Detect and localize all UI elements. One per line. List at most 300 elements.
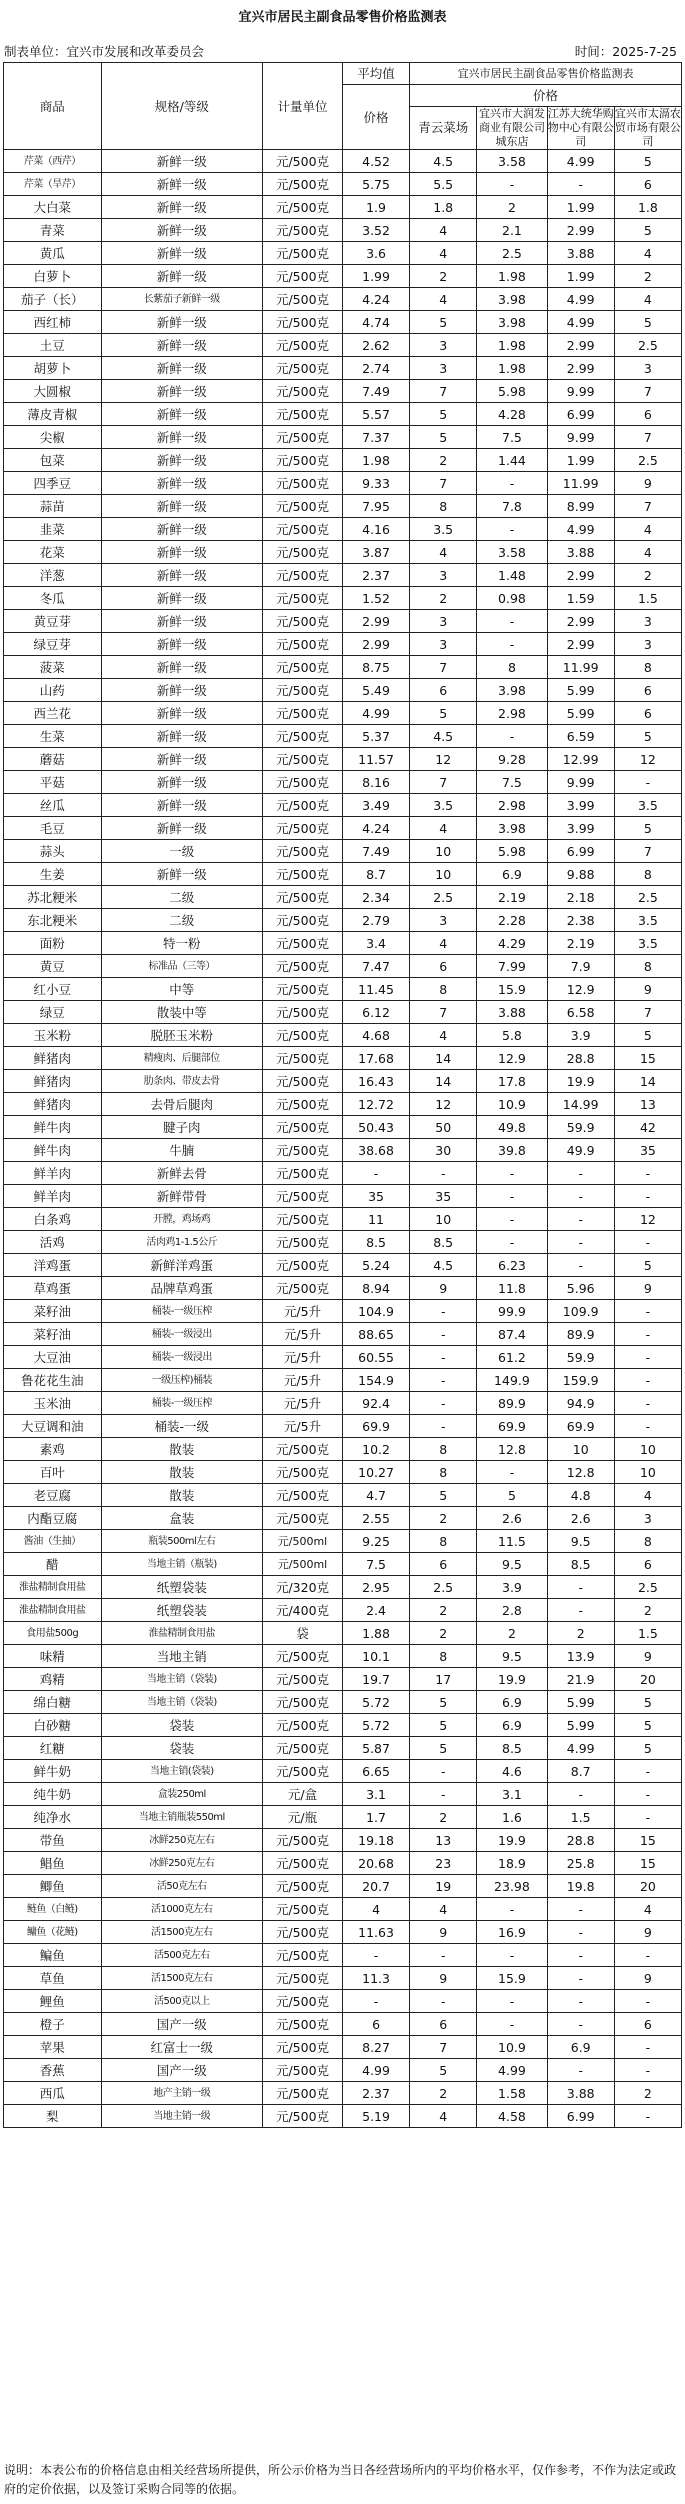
cell-datonghua: 6.99 xyxy=(547,840,614,863)
cell-product: 生姜 xyxy=(4,863,102,886)
header-avg-price: 价格 xyxy=(342,85,409,150)
cell-spec: 标准品（三等） xyxy=(101,955,263,978)
cell-taige: 5 xyxy=(614,1737,681,1760)
cell-spec: 袋装 xyxy=(101,1737,263,1760)
cell-spec: 中等 xyxy=(101,978,263,1001)
cell-spec: 活50克左右 xyxy=(101,1875,263,1898)
cell-avg: 16.43 xyxy=(342,1070,409,1093)
cell-unit: 元/500克 xyxy=(263,242,343,265)
cell-avg: 7.5 xyxy=(342,1553,409,1576)
cell-spec: 一级压榨)桶装 xyxy=(101,1369,263,1392)
cell-datonghua: 94.9 xyxy=(547,1392,614,1415)
cell-qingyun: 35 xyxy=(410,1185,477,1208)
cell-unit: 元/500克 xyxy=(263,587,343,610)
cell-qingyun: 3.5 xyxy=(410,794,477,817)
cell-unit: 元/500克 xyxy=(263,1714,343,1737)
cell-taige: 2 xyxy=(614,564,681,587)
cell-spec: 新鲜一级 xyxy=(101,863,263,886)
cell-spec: 桶装-一级压榨 xyxy=(101,1392,263,1415)
table-row xyxy=(4,196,682,219)
cell-datonghua: 2.19 xyxy=(547,932,614,955)
cell-product: 鲁花花生油 xyxy=(4,1369,102,1392)
cell-avg: 3.87 xyxy=(342,541,409,564)
cell-unit: 元/500克 xyxy=(263,932,343,955)
cell-avg: 12.72 xyxy=(342,1093,409,1116)
cell-spec: 散装 xyxy=(101,1438,263,1461)
cell-taige: 4 xyxy=(614,541,681,564)
cell-unit: 元/500克 xyxy=(263,725,343,748)
table-row xyxy=(4,1599,682,1622)
table-row xyxy=(4,265,682,288)
cell-qingyun: 1.8 xyxy=(410,196,477,219)
cell-taige: 5 xyxy=(614,725,681,748)
cell-spec: 去骨后腿肉 xyxy=(101,1093,263,1116)
cell-runfa: 15.9 xyxy=(477,978,547,1001)
cell-runfa: 10.9 xyxy=(477,1093,547,1116)
cell-unit: 元/500克 xyxy=(263,955,343,978)
table-row xyxy=(4,1668,682,1691)
cell-qingyun: 17 xyxy=(410,1668,477,1691)
cell-runfa: 19.9 xyxy=(477,1829,547,1852)
table-row xyxy=(4,1277,682,1300)
cell-qingyun: 5.5 xyxy=(410,173,477,196)
cell-qingyun: 5 xyxy=(410,1484,477,1507)
cell-product: 鳙鱼（花鲢) xyxy=(4,1921,102,1944)
cell-unit: 元/500克 xyxy=(263,564,343,587)
cell-datonghua: 21.9 xyxy=(547,1668,614,1691)
table-row xyxy=(4,518,682,541)
cell-unit: 元/5升 xyxy=(263,1415,343,1438)
cell-avg: 8.94 xyxy=(342,1277,409,1300)
cell-qingyun: 2 xyxy=(410,449,477,472)
cell-avg: 19.7 xyxy=(342,1668,409,1691)
cell-product: 玉米粉 xyxy=(4,1024,102,1047)
cell-avg: 4.16 xyxy=(342,518,409,541)
cell-taige: - xyxy=(614,1944,681,1967)
cell-product: 生菜 xyxy=(4,725,102,748)
cell-spec: 国产一级 xyxy=(101,2013,263,2036)
cell-taige: 4 xyxy=(614,1898,681,1921)
table-row xyxy=(4,1622,682,1645)
cell-spec: 新鲜一级 xyxy=(101,633,263,656)
cell-spec: 新鲜一级 xyxy=(101,748,263,771)
cell-datonghua: 28.8 xyxy=(547,1829,614,1852)
table-row xyxy=(4,1944,682,1967)
cell-runfa: 3.58 xyxy=(477,541,547,564)
cell-qingyun: 3 xyxy=(410,357,477,380)
cell-datonghua: - xyxy=(547,1576,614,1599)
cell-spec: 淮盐精制食用盐 xyxy=(101,1622,263,1645)
cell-datonghua: 9.5 xyxy=(547,1530,614,1553)
cell-qingyun: 5 xyxy=(410,1714,477,1737)
cell-spec: 新鲜去骨 xyxy=(101,1162,263,1185)
cell-unit: 元/400克 xyxy=(263,1599,343,1622)
cell-spec: 活1000克左右 xyxy=(101,1898,263,1921)
table-row xyxy=(4,1484,682,1507)
cell-unit: 元/500克 xyxy=(263,1162,343,1185)
cell-avg: 2.62 xyxy=(342,334,409,357)
cell-taige: 42 xyxy=(614,1116,681,1139)
cell-spec: 新鲜洋鸡蛋 xyxy=(101,1254,263,1277)
table-row xyxy=(4,150,682,173)
table-row xyxy=(4,1691,682,1714)
cell-unit: 元/500克 xyxy=(263,541,343,564)
cell-taige: 5 xyxy=(614,150,681,173)
cell-taige: 3 xyxy=(614,610,681,633)
cell-taige: 8 xyxy=(614,955,681,978)
cell-product: 鲜羊肉 xyxy=(4,1185,102,1208)
cell-datonghua: 2.99 xyxy=(547,219,614,242)
cell-unit: 元/500克 xyxy=(263,449,343,472)
cell-runfa: - xyxy=(477,1185,547,1208)
cell-qingyun: 19 xyxy=(410,1875,477,1898)
cell-spec: 纸塑袋装 xyxy=(101,1576,263,1599)
cell-avg: 11.45 xyxy=(342,978,409,1001)
cell-avg: 38.68 xyxy=(342,1139,409,1162)
cell-qingyun: 6 xyxy=(410,955,477,978)
cell-product: 大圆椒 xyxy=(4,380,102,403)
cell-datonghua: 5.99 xyxy=(547,702,614,725)
cell-avg: 3.6 xyxy=(342,242,409,265)
table-row xyxy=(4,1208,682,1231)
cell-spec: 新鲜一级 xyxy=(101,587,263,610)
cell-runfa: 17.8 xyxy=(477,1070,547,1093)
cell-runfa: 2.19 xyxy=(477,886,547,909)
table-row xyxy=(4,909,682,932)
cell-product: 洋鸡蛋 xyxy=(4,1254,102,1277)
cell-unit: 元/500克 xyxy=(263,2059,343,2082)
cell-runfa: 11.8 xyxy=(477,1277,547,1300)
cell-taige: 5 xyxy=(614,817,681,840)
cell-datonghua: - xyxy=(547,1921,614,1944)
cell-product: 胡萝卜 xyxy=(4,357,102,380)
cell-spec: 新鲜一级 xyxy=(101,196,263,219)
table-row xyxy=(4,863,682,886)
table-row xyxy=(4,403,682,426)
cell-unit: 元/500克 xyxy=(263,219,343,242)
cell-qingyun: 7 xyxy=(410,2036,477,2059)
cell-qingyun: 8 xyxy=(410,1645,477,1668)
cell-unit: 元/500克 xyxy=(263,472,343,495)
cell-product: 鲜猪肉 xyxy=(4,1047,102,1070)
cell-product: 鲤鱼 xyxy=(4,1990,102,2013)
cell-product: 蘑菇 xyxy=(4,748,102,771)
cell-datonghua: 5.96 xyxy=(547,1277,614,1300)
cell-taige: - xyxy=(614,1990,681,2013)
cell-avg: 8.7 xyxy=(342,863,409,886)
cell-avg: 60.55 xyxy=(342,1346,409,1369)
cell-runfa: 5.98 xyxy=(477,840,547,863)
cell-product: 茄子（长） xyxy=(4,288,102,311)
cell-qingyun: 5 xyxy=(410,426,477,449)
table-row xyxy=(4,1714,682,1737)
cell-unit: 袋 xyxy=(263,1622,343,1645)
cell-taige: 14 xyxy=(614,1070,681,1093)
cell-unit: 元/500克 xyxy=(263,1484,343,1507)
cell-avg: 11.3 xyxy=(342,1967,409,1990)
table-row xyxy=(4,610,682,633)
cell-qingyun: - xyxy=(410,1162,477,1185)
header-store-runfa: 宜兴市大润发商业有限公司城东店 xyxy=(477,107,547,150)
cell-taige: 6 xyxy=(614,2013,681,2036)
cell-spec: 新鲜一级 xyxy=(101,495,263,518)
table-row xyxy=(4,817,682,840)
cell-datonghua: - xyxy=(547,1162,614,1185)
cell-qingyun: 5 xyxy=(410,403,477,426)
cell-datonghua: 9.99 xyxy=(547,426,614,449)
cell-taige: 9 xyxy=(614,472,681,495)
cell-runfa: 10.9 xyxy=(477,2036,547,2059)
cell-spec: 当地主销(袋装) xyxy=(101,1760,263,1783)
cell-taige: 2.5 xyxy=(614,449,681,472)
cell-product: 素鸡 xyxy=(4,1438,102,1461)
cell-unit: 元/500克 xyxy=(263,1875,343,1898)
cell-runfa: 149.9 xyxy=(477,1369,547,1392)
cell-qingyun: - xyxy=(410,1300,477,1323)
cell-taige: 10 xyxy=(614,1461,681,1484)
cell-spec: 新鲜一级 xyxy=(101,173,263,196)
cell-taige: - xyxy=(614,1783,681,1806)
table-row xyxy=(4,1875,682,1898)
cell-taige: - xyxy=(614,1231,681,1254)
cell-runfa: 2.8 xyxy=(477,1599,547,1622)
cell-spec: 当地主销（袋装) xyxy=(101,1691,263,1714)
cell-unit: 元/500克 xyxy=(263,1047,343,1070)
cell-product: 鲜猪肉 xyxy=(4,1093,102,1116)
cell-taige: - xyxy=(614,1323,681,1346)
cell-unit: 元/500克 xyxy=(263,426,343,449)
cell-taige: 7 xyxy=(614,1001,681,1024)
cell-product: 黄瓜 xyxy=(4,242,102,265)
cell-avg: 4.24 xyxy=(342,288,409,311)
cell-spec: 盒装 xyxy=(101,1507,263,1530)
cell-spec: 牛腩 xyxy=(101,1139,263,1162)
cell-runfa: 9.28 xyxy=(477,748,547,771)
cell-qingyun: 4 xyxy=(410,817,477,840)
cell-avg: 6.12 xyxy=(342,1001,409,1024)
cell-runfa: 39.8 xyxy=(477,1139,547,1162)
cell-runfa: 3.98 xyxy=(477,817,547,840)
cell-avg: 10.1 xyxy=(342,1645,409,1668)
cell-spec: 腱子肉 xyxy=(101,1116,263,1139)
table-row xyxy=(4,1967,682,1990)
cell-qingyun: 12 xyxy=(410,748,477,771)
cell-unit: 元/500克 xyxy=(263,817,343,840)
cell-datonghua: 2.99 xyxy=(547,610,614,633)
cell-avg: 4 xyxy=(342,1898,409,1921)
cell-spec: 瓶装500ml左右 xyxy=(101,1530,263,1553)
cell-unit: 元/500克 xyxy=(263,1001,343,1024)
table-row xyxy=(4,334,682,357)
cell-spec: 桶装-一级浸出 xyxy=(101,1323,263,1346)
cell-datonghua: - xyxy=(547,1783,614,1806)
cell-avg: 1.52 xyxy=(342,587,409,610)
cell-taige: 3.5 xyxy=(614,909,681,932)
table-row xyxy=(4,1645,682,1668)
cell-avg: - xyxy=(342,1162,409,1185)
cell-datonghua: 2.18 xyxy=(547,886,614,909)
cell-runfa: - xyxy=(477,1898,547,1921)
cell-product: 带鱼 xyxy=(4,1829,102,1852)
cell-taige: 35 xyxy=(614,1139,681,1162)
cell-datonghua: 4.99 xyxy=(547,518,614,541)
cell-spec: 冰鲜250克左右 xyxy=(101,1852,263,1875)
cell-taige: 9 xyxy=(614,1967,681,1990)
table-row xyxy=(4,173,682,196)
cell-avg: 104.9 xyxy=(342,1300,409,1323)
cell-taige: - xyxy=(614,1185,681,1208)
cell-product: 青菜 xyxy=(4,219,102,242)
cell-runfa: 6.9 xyxy=(477,863,547,886)
cell-taige: - xyxy=(614,2036,681,2059)
cell-spec: 活1500克左右 xyxy=(101,1921,263,1944)
cell-product: 洋葱 xyxy=(4,564,102,587)
cell-taige: 15 xyxy=(614,1047,681,1070)
cell-spec: 当地主销一级 xyxy=(101,2105,263,2128)
cell-product: 毛豆 xyxy=(4,817,102,840)
cell-taige: 8 xyxy=(614,656,681,679)
cell-spec: 品牌草鸡蛋 xyxy=(101,1277,263,1300)
cell-avg: 17.68 xyxy=(342,1047,409,1070)
cell-qingyun: 4 xyxy=(410,541,477,564)
cell-qingyun: 8.5 xyxy=(410,1231,477,1254)
cell-datonghua: 13.9 xyxy=(547,1645,614,1668)
cell-unit: 元/500克 xyxy=(263,1116,343,1139)
cell-unit: 元/500克 xyxy=(263,863,343,886)
cell-avg: - xyxy=(342,1944,409,1967)
cell-qingyun: 2 xyxy=(410,1507,477,1530)
cell-datonghua: - xyxy=(547,1967,614,1990)
cell-unit: 元/500克 xyxy=(263,173,343,196)
cell-unit: 元/500克 xyxy=(263,518,343,541)
cell-product: 苹果 xyxy=(4,2036,102,2059)
cell-qingyun: 4.5 xyxy=(410,725,477,748)
cell-datonghua: 5.99 xyxy=(547,1691,614,1714)
cell-taige: - xyxy=(614,1392,681,1415)
cell-product: 鲫鱼 xyxy=(4,1875,102,1898)
cell-unit: 元/500克 xyxy=(263,150,343,173)
cell-product: 芹菜（西芹） xyxy=(4,150,102,173)
table-row xyxy=(4,1898,682,1921)
cell-qingyun: - xyxy=(410,1369,477,1392)
table-row xyxy=(4,426,682,449)
cell-product: 苏北粳米 xyxy=(4,886,102,909)
header-product: 商品 xyxy=(4,63,102,150)
cell-spec: 肋条肉、带皮去骨 xyxy=(101,1070,263,1093)
table-row xyxy=(4,2059,682,2082)
cell-qingyun: 5 xyxy=(410,1737,477,1760)
cell-runfa: 9.5 xyxy=(477,1553,547,1576)
cell-runfa: 1.98 xyxy=(477,265,547,288)
cell-unit: 元/500克 xyxy=(263,633,343,656)
table-row xyxy=(4,2036,682,2059)
header-store-qingyun: 青云菜场 xyxy=(410,107,477,150)
cell-datonghua: 3.99 xyxy=(547,817,614,840)
cell-avg: 6.65 xyxy=(342,1760,409,1783)
cell-avg: 11 xyxy=(342,1208,409,1231)
cell-avg: 92.4 xyxy=(342,1392,409,1415)
cell-avg: 4.68 xyxy=(342,1024,409,1047)
cell-product: 蒜头 xyxy=(4,840,102,863)
cell-unit: 元/500克 xyxy=(263,311,343,334)
cell-runfa: 5.8 xyxy=(477,1024,547,1047)
cell-qingyun: 5 xyxy=(410,311,477,334)
cell-taige: 2 xyxy=(614,2082,681,2105)
cell-runfa: 87.4 xyxy=(477,1323,547,1346)
table-row xyxy=(4,1783,682,1806)
cell-runfa: 1.98 xyxy=(477,357,547,380)
cell-unit: 元/盒 xyxy=(263,1783,343,1806)
cell-qingyun: - xyxy=(410,1783,477,1806)
cell-spec: 开膛，鸡场鸡 xyxy=(101,1208,263,1231)
cell-runfa: - xyxy=(477,1208,547,1231)
cell-datonghua: 8.7 xyxy=(547,1760,614,1783)
cell-qingyun: 4 xyxy=(410,288,477,311)
cell-qingyun: 50 xyxy=(410,1116,477,1139)
cell-taige: 6 xyxy=(614,702,681,725)
cell-qingyun: 8 xyxy=(410,495,477,518)
cell-product: 内酯豆腐 xyxy=(4,1507,102,1530)
cell-datonghua: 4.99 xyxy=(547,288,614,311)
cell-product: 醋 xyxy=(4,1553,102,1576)
cell-product: 玉米油 xyxy=(4,1392,102,1415)
cell-avg: 6 xyxy=(342,2013,409,2036)
cell-runfa: 99.9 xyxy=(477,1300,547,1323)
cell-datonghua: 11.99 xyxy=(547,472,614,495)
cell-avg: 3.49 xyxy=(342,794,409,817)
cell-taige: 20 xyxy=(614,1875,681,1898)
cell-qingyun: - xyxy=(410,1944,477,1967)
table-row xyxy=(4,1461,682,1484)
cell-unit: 元/500克 xyxy=(263,380,343,403)
cell-avg: 10.27 xyxy=(342,1461,409,1484)
cell-unit: 元/500克 xyxy=(263,2105,343,2128)
cell-datonghua: 6.59 xyxy=(547,725,614,748)
cell-taige: 7 xyxy=(614,840,681,863)
cell-taige: 1.5 xyxy=(614,1622,681,1645)
cell-runfa: - xyxy=(477,2013,547,2036)
cell-spec: 新鲜一级 xyxy=(101,472,263,495)
table-row xyxy=(4,1392,682,1415)
cell-avg: 3.52 xyxy=(342,219,409,242)
cell-datonghua: 2.38 xyxy=(547,909,614,932)
cell-datonghua: 89.9 xyxy=(547,1323,614,1346)
cell-qingyun: - xyxy=(410,1415,477,1438)
cell-unit: 元/500克 xyxy=(263,334,343,357)
cell-avg: 1.9 xyxy=(342,196,409,219)
cell-datonghua: 6.58 xyxy=(547,1001,614,1024)
cell-avg: 1.7 xyxy=(342,1806,409,1829)
cell-avg: 1.98 xyxy=(342,449,409,472)
table-row xyxy=(4,748,682,771)
table-row xyxy=(4,1024,682,1047)
cell-qingyun: 7 xyxy=(410,380,477,403)
table-row xyxy=(4,840,682,863)
cell-runfa: 2.1 xyxy=(477,219,547,242)
cell-taige: 4 xyxy=(614,288,681,311)
cell-spec: 国产一级 xyxy=(101,2059,263,2082)
cell-spec: 桶装-一级 xyxy=(101,1415,263,1438)
unit-line xyxy=(4,42,204,60)
cell-runfa: - xyxy=(477,1461,547,1484)
time-line xyxy=(575,42,677,60)
cell-runfa: 61.2 xyxy=(477,1346,547,1369)
cell-taige: - xyxy=(614,1369,681,1392)
cell-qingyun: 3.5 xyxy=(410,518,477,541)
cell-runfa: 7.5 xyxy=(477,426,547,449)
cell-runfa: 7.5 xyxy=(477,771,547,794)
cell-spec: 冰鲜250克左右 xyxy=(101,1829,263,1852)
